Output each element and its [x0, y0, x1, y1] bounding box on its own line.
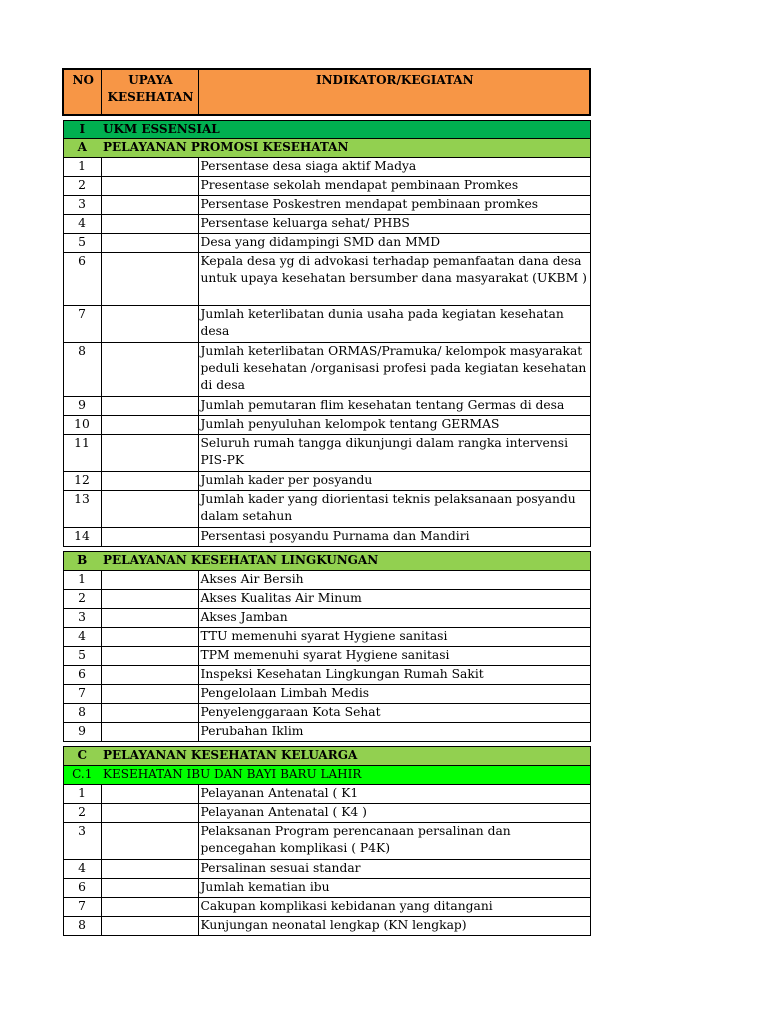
indikator-cell: Persentasi posyandu Purnama dan Mandiri	[198, 528, 590, 547]
row-number: 1	[63, 158, 101, 177]
table-row	[63, 590, 590, 609]
upaya-cell	[101, 528, 198, 547]
section-row	[63, 766, 590, 785]
row-number: 6	[63, 666, 101, 685]
indikator-cell: Seluruh rumah tangga dikunjungi dalam rangka intervensi PIS-PK	[198, 435, 590, 472]
row-number: 3	[63, 823, 101, 860]
upaya-cell	[101, 917, 198, 936]
upaya-cell	[101, 435, 198, 472]
upaya-cell	[101, 685, 198, 704]
section-number: A	[63, 139, 101, 158]
indikator-cell: Persentase desa siaga aktif Madya	[198, 158, 590, 177]
upaya-cell	[101, 898, 198, 917]
table-row	[63, 416, 590, 435]
row-number: 1	[63, 785, 101, 804]
table-row	[63, 472, 590, 491]
row-number: 4	[63, 215, 101, 234]
upaya-cell	[101, 397, 198, 416]
indikator-cell: Akses Kualitas Air Minum	[198, 590, 590, 609]
indikator-cell: Inspeksi Kesehatan Lingkungan Rumah Sakit	[198, 666, 590, 685]
upaya-cell	[101, 158, 198, 177]
indikator-cell: Jumlah keterlibatan dunia usaha pada kegiatan kesehatan desa	[198, 306, 590, 343]
upaya-cell	[101, 860, 198, 879]
indikator-cell: Jumlah kader per posyandu	[198, 472, 590, 491]
section-number: C	[63, 747, 101, 766]
row-number: 9	[63, 397, 101, 416]
indikator-cell: Jumlah keterlibatan ORMAS/Pramuka/ kelompok masyarakat peduli kesehatan /organisasi profesi pada kegiatan kesehatan di desa	[198, 343, 590, 397]
table-row	[63, 571, 590, 590]
row-number: 10	[63, 416, 101, 435]
row-number: 12	[63, 472, 101, 491]
row-number: 11	[63, 435, 101, 472]
table-row	[63, 234, 590, 253]
table-row	[63, 397, 590, 416]
indikator-cell: Desa yang didampingi SMD dan MMD	[198, 234, 590, 253]
indikator-cell: Perubahan Iklim	[198, 723, 590, 742]
row-number: 5	[63, 647, 101, 666]
upaya-cell	[101, 343, 198, 397]
section-number: I	[63, 121, 101, 139]
upaya-cell	[101, 609, 198, 628]
indikator-cell: Persentase keluarga sehat/ PHBS	[198, 215, 590, 234]
upaya-cell	[101, 234, 198, 253]
indikator-cell: Pengelolaan Limbah Medis	[198, 685, 590, 704]
table-row	[63, 879, 590, 898]
indikator-cell: Persalinan sesuai standar	[198, 860, 590, 879]
table-row	[63, 215, 590, 234]
section-row	[63, 747, 590, 766]
row-number: 4	[63, 860, 101, 879]
indikator-cell: Penyelenggaraan Kota Sehat	[198, 704, 590, 723]
upaya-cell	[101, 879, 198, 898]
upaya-cell	[101, 215, 198, 234]
row-number: 8	[63, 343, 101, 397]
table-row	[63, 253, 590, 306]
upaya-cell	[101, 491, 198, 528]
indikator-cell: Jumlah pemutaran flim kesehatan tentang Germas di desa	[198, 397, 590, 416]
row-number: 2	[63, 177, 101, 196]
upaya-cell	[101, 704, 198, 723]
section-row	[63, 139, 590, 158]
table-row	[63, 666, 590, 685]
upaya-cell	[101, 785, 198, 804]
section-number: C.1	[63, 766, 101, 785]
table-row	[63, 343, 590, 397]
table-row	[63, 804, 590, 823]
indikator-cell: Pelaksanan Program perencanaan persalinan dan pencegahan komplikasi ( P4K)	[198, 823, 590, 860]
upaya-cell	[101, 723, 198, 742]
indikator-cell: TPM memenuhi syarat Hygiene sanitasi	[198, 647, 590, 666]
row-number: 3	[63, 609, 101, 628]
indikator-cell: Persentase Poskestren mendapat pembinaan promkes	[198, 196, 590, 215]
indikator-cell: Akses Jamban	[198, 609, 590, 628]
row-number: 8	[63, 917, 101, 936]
header-row	[63, 69, 590, 115]
section-title: PELAYANAN KESEHATAN LINGKUNGAN	[101, 552, 590, 571]
upaya-cell	[101, 416, 198, 435]
row-number: 7	[63, 306, 101, 343]
table-row	[63, 196, 590, 215]
row-number: 8	[63, 704, 101, 723]
indikator-cell: Kunjungan neonatal lengkap (KN lengkap)	[198, 917, 590, 936]
row-number: 14	[63, 528, 101, 547]
table-row	[63, 898, 590, 917]
upaya-cell	[101, 647, 198, 666]
table-row	[63, 823, 590, 860]
row-number: 2	[63, 590, 101, 609]
row-number: 7	[63, 898, 101, 917]
table-row	[63, 647, 590, 666]
table-row	[63, 435, 590, 472]
indikator-cell: Kepala desa yg di advokasi terhadap pemanfaatan dana desa untuk upaya kesehatan bersumber dana masyarakat (UKBM )	[198, 253, 590, 306]
table-row	[63, 723, 590, 742]
upaya-cell	[101, 628, 198, 647]
upaya-cell	[101, 571, 198, 590]
table-row	[63, 158, 590, 177]
row-number: 9	[63, 723, 101, 742]
upaya-cell	[101, 306, 198, 343]
row-number: 5	[63, 234, 101, 253]
section-title: UKM ESSENSIAL	[101, 121, 590, 139]
indikator-cell: Presentase sekolah mendapat pembinaan Promkes	[198, 177, 590, 196]
indikator-cell: Jumlah kader yang diorientasi teknis pelaksanaan posyandu dalam setahun	[198, 491, 590, 528]
header-no: NO	[63, 69, 101, 115]
section-title: KESEHATAN IBU DAN BAYI BARU LAHIR	[101, 766, 590, 785]
table-row	[63, 491, 590, 528]
row-number: 6	[63, 253, 101, 306]
table-row	[63, 685, 590, 704]
upaya-cell	[101, 590, 198, 609]
indikator-cell: Akses Air Bersih	[198, 571, 590, 590]
upaya-cell	[101, 196, 198, 215]
upaya-cell	[101, 823, 198, 860]
upaya-cell	[101, 804, 198, 823]
table-row	[63, 860, 590, 879]
header-indikator: INDIKATOR/KEGIATAN	[198, 69, 590, 115]
table-row	[63, 917, 590, 936]
indikator-cell: Jumlah kematian ibu	[198, 879, 590, 898]
section-row	[63, 552, 590, 571]
row-number: 4	[63, 628, 101, 647]
table-row	[63, 528, 590, 547]
row-number: 13	[63, 491, 101, 528]
table-row	[63, 628, 590, 647]
table-row	[63, 609, 590, 628]
row-number: 7	[63, 685, 101, 704]
row-number: 3	[63, 196, 101, 215]
row-number: 1	[63, 571, 101, 590]
indikator-cell: TTU memenuhi syarat Hygiene sanitasi	[198, 628, 590, 647]
indikator-cell: Pelayanan Antenatal ( K4 )	[198, 804, 590, 823]
upaya-cell	[101, 177, 198, 196]
section-title: PELAYANAN PROMOSI KESEHATAN	[101, 139, 590, 158]
row-number: 6	[63, 879, 101, 898]
spreadsheet-table	[62, 68, 589, 936]
section-title: PELAYANAN KESEHATAN KELUARGA	[101, 747, 590, 766]
header-upaya: UPAYA KESEHATAN	[101, 69, 198, 115]
section-number: B	[63, 552, 101, 571]
indikator-cell: Cakupan komplikasi kebidanan yang ditangani	[198, 898, 590, 917]
table-row	[63, 306, 590, 343]
upaya-cell	[101, 666, 198, 685]
upaya-cell	[101, 253, 198, 306]
table-row	[63, 785, 590, 804]
table-row	[63, 177, 590, 196]
section-row	[63, 121, 590, 139]
indikator-cell: Jumlah penyuluhan kelompok tentang GERMAS	[198, 416, 590, 435]
table-row	[63, 704, 590, 723]
upaya-cell	[101, 472, 198, 491]
row-number: 2	[63, 804, 101, 823]
indikator-cell: Pelayanan Antenatal ( K1	[198, 785, 590, 804]
